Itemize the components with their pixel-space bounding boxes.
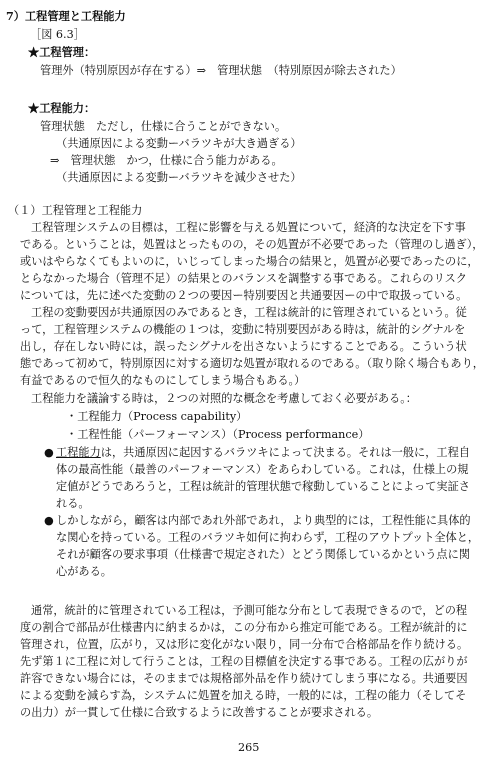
paragraph-line: って，工程管理システムの機能の１つは，変動に特別要因がある時は，統計的シグナルを [20,323,466,336]
bullet-line [56,446,470,459]
concept-item: ・工程性能（パーフォーマンス）（Process performance） [66,428,370,441]
paragraph-line: 或いはやらなくてもよいのに，いじってしまった場合の結果と，処置が必要であったのに， [20,255,479,268]
paragraph-line: 態であって初めて，特別原因に対する適切な処置が取れるのである。（取り除く場合もあり， [20,357,484,370]
process-capability-line-4: （共通原因による変動ーバラツキを減少させた） [56,171,302,184]
paragraph-line: 度の割合で部品が仕様書内に納まるかは，この分布から推定可能である。工程が統計的に [20,621,468,634]
paragraph-line: 工程能力を議論する時は，２つの対照的な概念を考慮しておく必要がある。： [31,392,417,405]
process-capability-line-1: 管理状態 ただし，仕様に合うことができない。 [40,120,287,133]
process-capability-heading: ★工程能力： [28,101,96,115]
subsection-title: （１）工程管理と工程能力 [8,204,143,217]
bullet-line: な関心を持っている。工程のバラツキ如何に拘わらず，工程のアウトプット全体と， [56,531,480,544]
bullet-line: れる。 [56,497,90,510]
paragraph-line: については，先に述べた変動の２つの要因ー特別要因と共通要因ーの中で取扱っている。 [20,289,468,302]
bullet-term: 工程能力 [56,446,101,459]
paragraph-line: 許容できない場合には，そのままでは規格部外品を作り続けてしまう事になる。共通要因 [20,672,468,685]
bullet-line: 体の最高性能（最善のパーフォーマンス）をあらわしている。これは，仕様上の規 [56,463,469,476]
paragraph-line: 有益であるので恒久的なものにしてしまう場合もある。） [20,374,306,387]
process-control-line: 管理外（特別原因が存在する）⇒ 管理状態 （特別原因が除去された） [40,64,402,77]
bullet-line: 心がある。 [56,565,112,578]
paragraph-line: 管理され，位置，広がり，又は形に変化がない限り，同一分布で合格部品を作り続ける。 [20,638,469,651]
paragraph-line: 先ず第１に工程に対して行うことは，工程の目標値を決定する事である。工程の広がりが [20,655,468,668]
paragraph-line: 出し，存在しない時には，誤ったシグナルを出さないようにすることである。こういう状 [20,340,467,353]
bullet-line: しかしながら，顧客は内部であれ外部であれ，より典型的には，工程性能に具体的 [56,514,471,527]
process-control-heading: ★工程管理： [28,45,96,59]
paragraph-line: による変動を減らす為，システムに処置を加える時，一般的には，工程の能力（そしてそ [20,689,467,702]
concept-item: ・工程能力（Process capability） [66,410,248,423]
bullet-marker: ● [44,514,54,527]
bullet-line: それが顧客の要求事項（仕様書で規定された）とどう関係しているかという点に関 [56,548,470,561]
process-capability-line-2: （共通原因による変動ーバラツキが大き過ぎる） [56,137,302,150]
bullet-line: 定値がどうであろうと，工程は統計的管理状態で稼動していることによって実証さ [56,480,470,493]
figure-reference: ［図 6.3］ [30,28,85,41]
paragraph-line: とらなかった場合（管理不足）の結果とのバランスを調整する事である。これらのリスク [20,272,467,285]
paragraph-line: 工程の変動要因が共通原因のみであるとき，工程は統計的に管理されているという。従 [31,306,467,319]
paragraph-line: 通常，統計的に管理されている工程は，予測可能な分布として表現できるので，どの程 [31,604,468,617]
paragraph-line: である。ということは，処置はとったものの，その処置が不必要であった（管理のし過ぎ）， [20,238,484,251]
paragraph-line: の出力）が一貫して仕様に合致するように改善することが要求される。 [20,706,379,719]
bullet-text: は，共通原因に起因するバラツキによって決まる。それは一般に，工程自 [100,446,470,459]
bullet-marker: ● [44,446,54,459]
paragraph-line: 工程管理システムの目標は，工程に影響を与える処置について，経済的な決定を下す事 [31,221,466,234]
section-title: 7）工程管理と工程能力 [6,9,126,23]
page-number: 265 [238,741,260,754]
process-capability-line-3: ⇒ 管理状態 かつ，仕様に合う能力がある。 [50,154,283,167]
